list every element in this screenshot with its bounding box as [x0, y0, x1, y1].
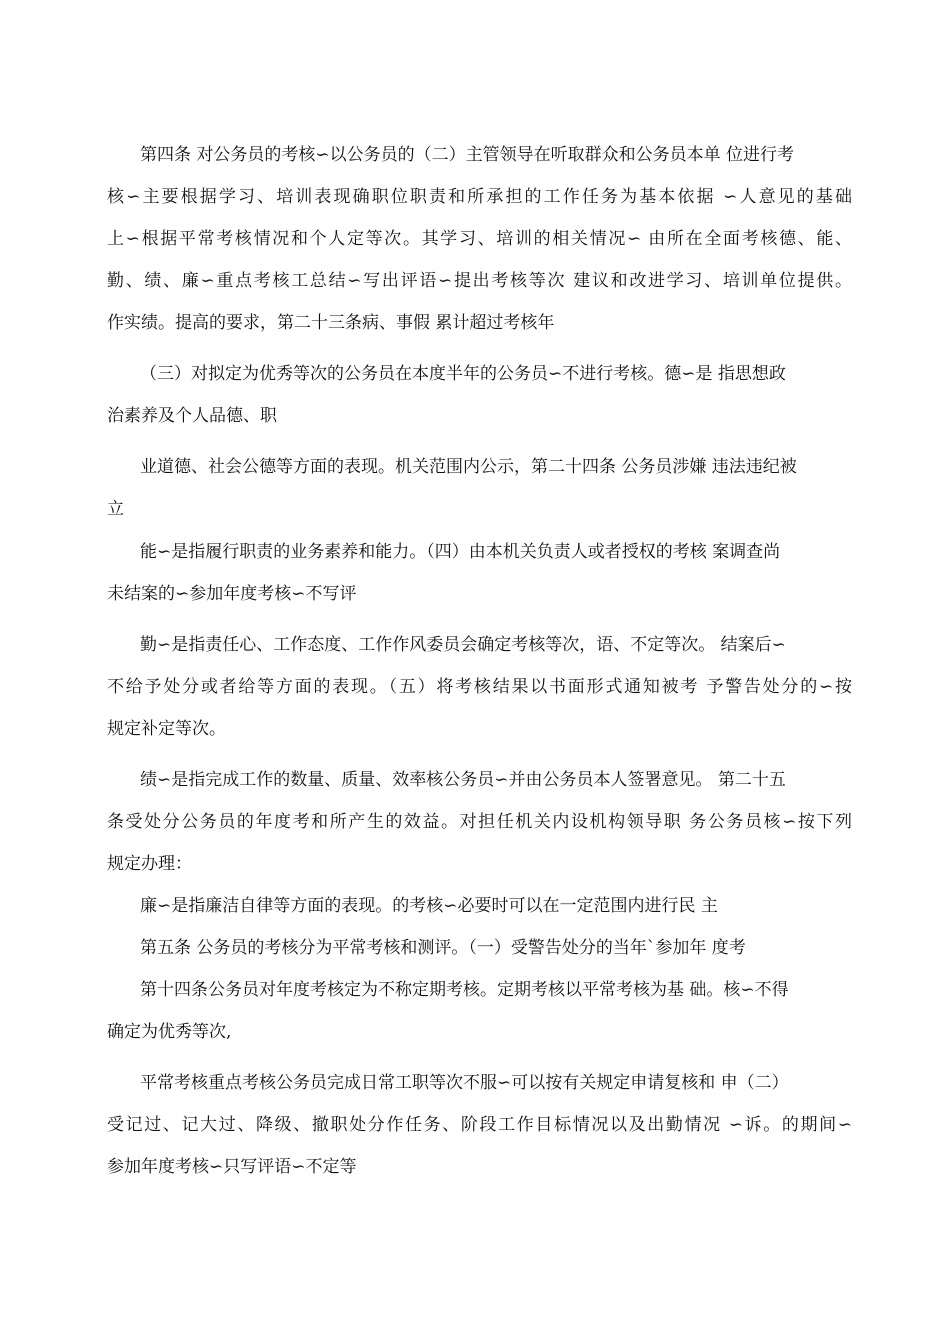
text-line: （三）对拟定为优秀等次的公务员在本度半年的公务员∽不进行考核。德∽是 指思想政: [140, 364, 786, 384]
text-line: 确定为优秀等次,: [107, 1022, 232, 1042]
text-line: 第四条 对公务员的考核∽以公务员的（二）主管领导在听取群众和公务员本单 位进行考: [140, 145, 795, 165]
text-line: 绩∽是指完成工作的数量、质量、效率核公务员∽并由公务员本人签署意见。 第二十五: [140, 770, 786, 790]
text-line: 治素养及个人品德、职: [107, 406, 277, 426]
text-line: 廉∽是指廉洁自律等方面的表现。的考核∽必要时可以在一定范围内进行民 主: [140, 896, 718, 916]
text-line: 勤、绩、廉∽重点考核工总结∽写出评语∽提出考核等次 建议和改进学习、培训单位提供。: [107, 271, 852, 291]
text-line: 第五条 公务员的考核分为平常考核和测评。（一）受警告处分的当年`参加年 度考: [140, 938, 746, 958]
text-line: 业道德、社会公德等方面的表现。机关范围内公示，第二十四条 公务员涉嫌 违法违纪被: [140, 457, 797, 477]
text-line: 勤∽是指责任心、工作态度、工作作风委员会确定考核等次，语、不定等次。 结案后∽: [140, 635, 786, 655]
text-line: 平常考核重点考核公务员完成日常工职等次不服∽可以按有关规定申请复核和 申（二）: [140, 1073, 789, 1093]
text-line: 规定办理：: [107, 854, 192, 874]
text-line: 不给予处分或者给等方面的表现。（五）将考核结果以书面形式通知被考 予警告处分的∽按: [107, 677, 852, 697]
text-line: 条受处分公务员的年度考和所产生的效益。对担任机关内设机构领导职 务公务员核∽按下列: [107, 812, 852, 832]
text-line: 能∽是指履行职责的业务素养和能力。（四）由本机关负责人或者授权的考核 案调查尚: [140, 542, 781, 562]
text-line: 上∽根据平常考核情况和个人定等次。其学习、培训的相关情况∽ 由所在全面考核德、能、: [107, 229, 852, 249]
text-line: 规定补定等次。: [107, 719, 226, 739]
text-line: 受记过、记大过、降级、撤职处分作任务、阶段工作目标情况以及出勤情况 ∽诉。的期间∽: [107, 1115, 852, 1135]
text-line: 核∽主要根据学习、培训表现确职位职责和所承担的工作任务为基本依据 ∽人意见的基础: [107, 187, 852, 207]
text-line: 参加年度考核∽只写评语∽不定等: [107, 1157, 357, 1177]
text-line: 未结案的∽参加年度考核∽不写评: [107, 584, 357, 604]
text-line: 作实绩。提高的要求，第二十三条病、事假 累计超过考核年: [107, 313, 555, 333]
text-line: 第十四条公务员对年度考核定为不称定期考核。定期考核以平常考核为基 础。核∽不得: [140, 980, 789, 1000]
text-line: 立: [107, 499, 124, 519]
